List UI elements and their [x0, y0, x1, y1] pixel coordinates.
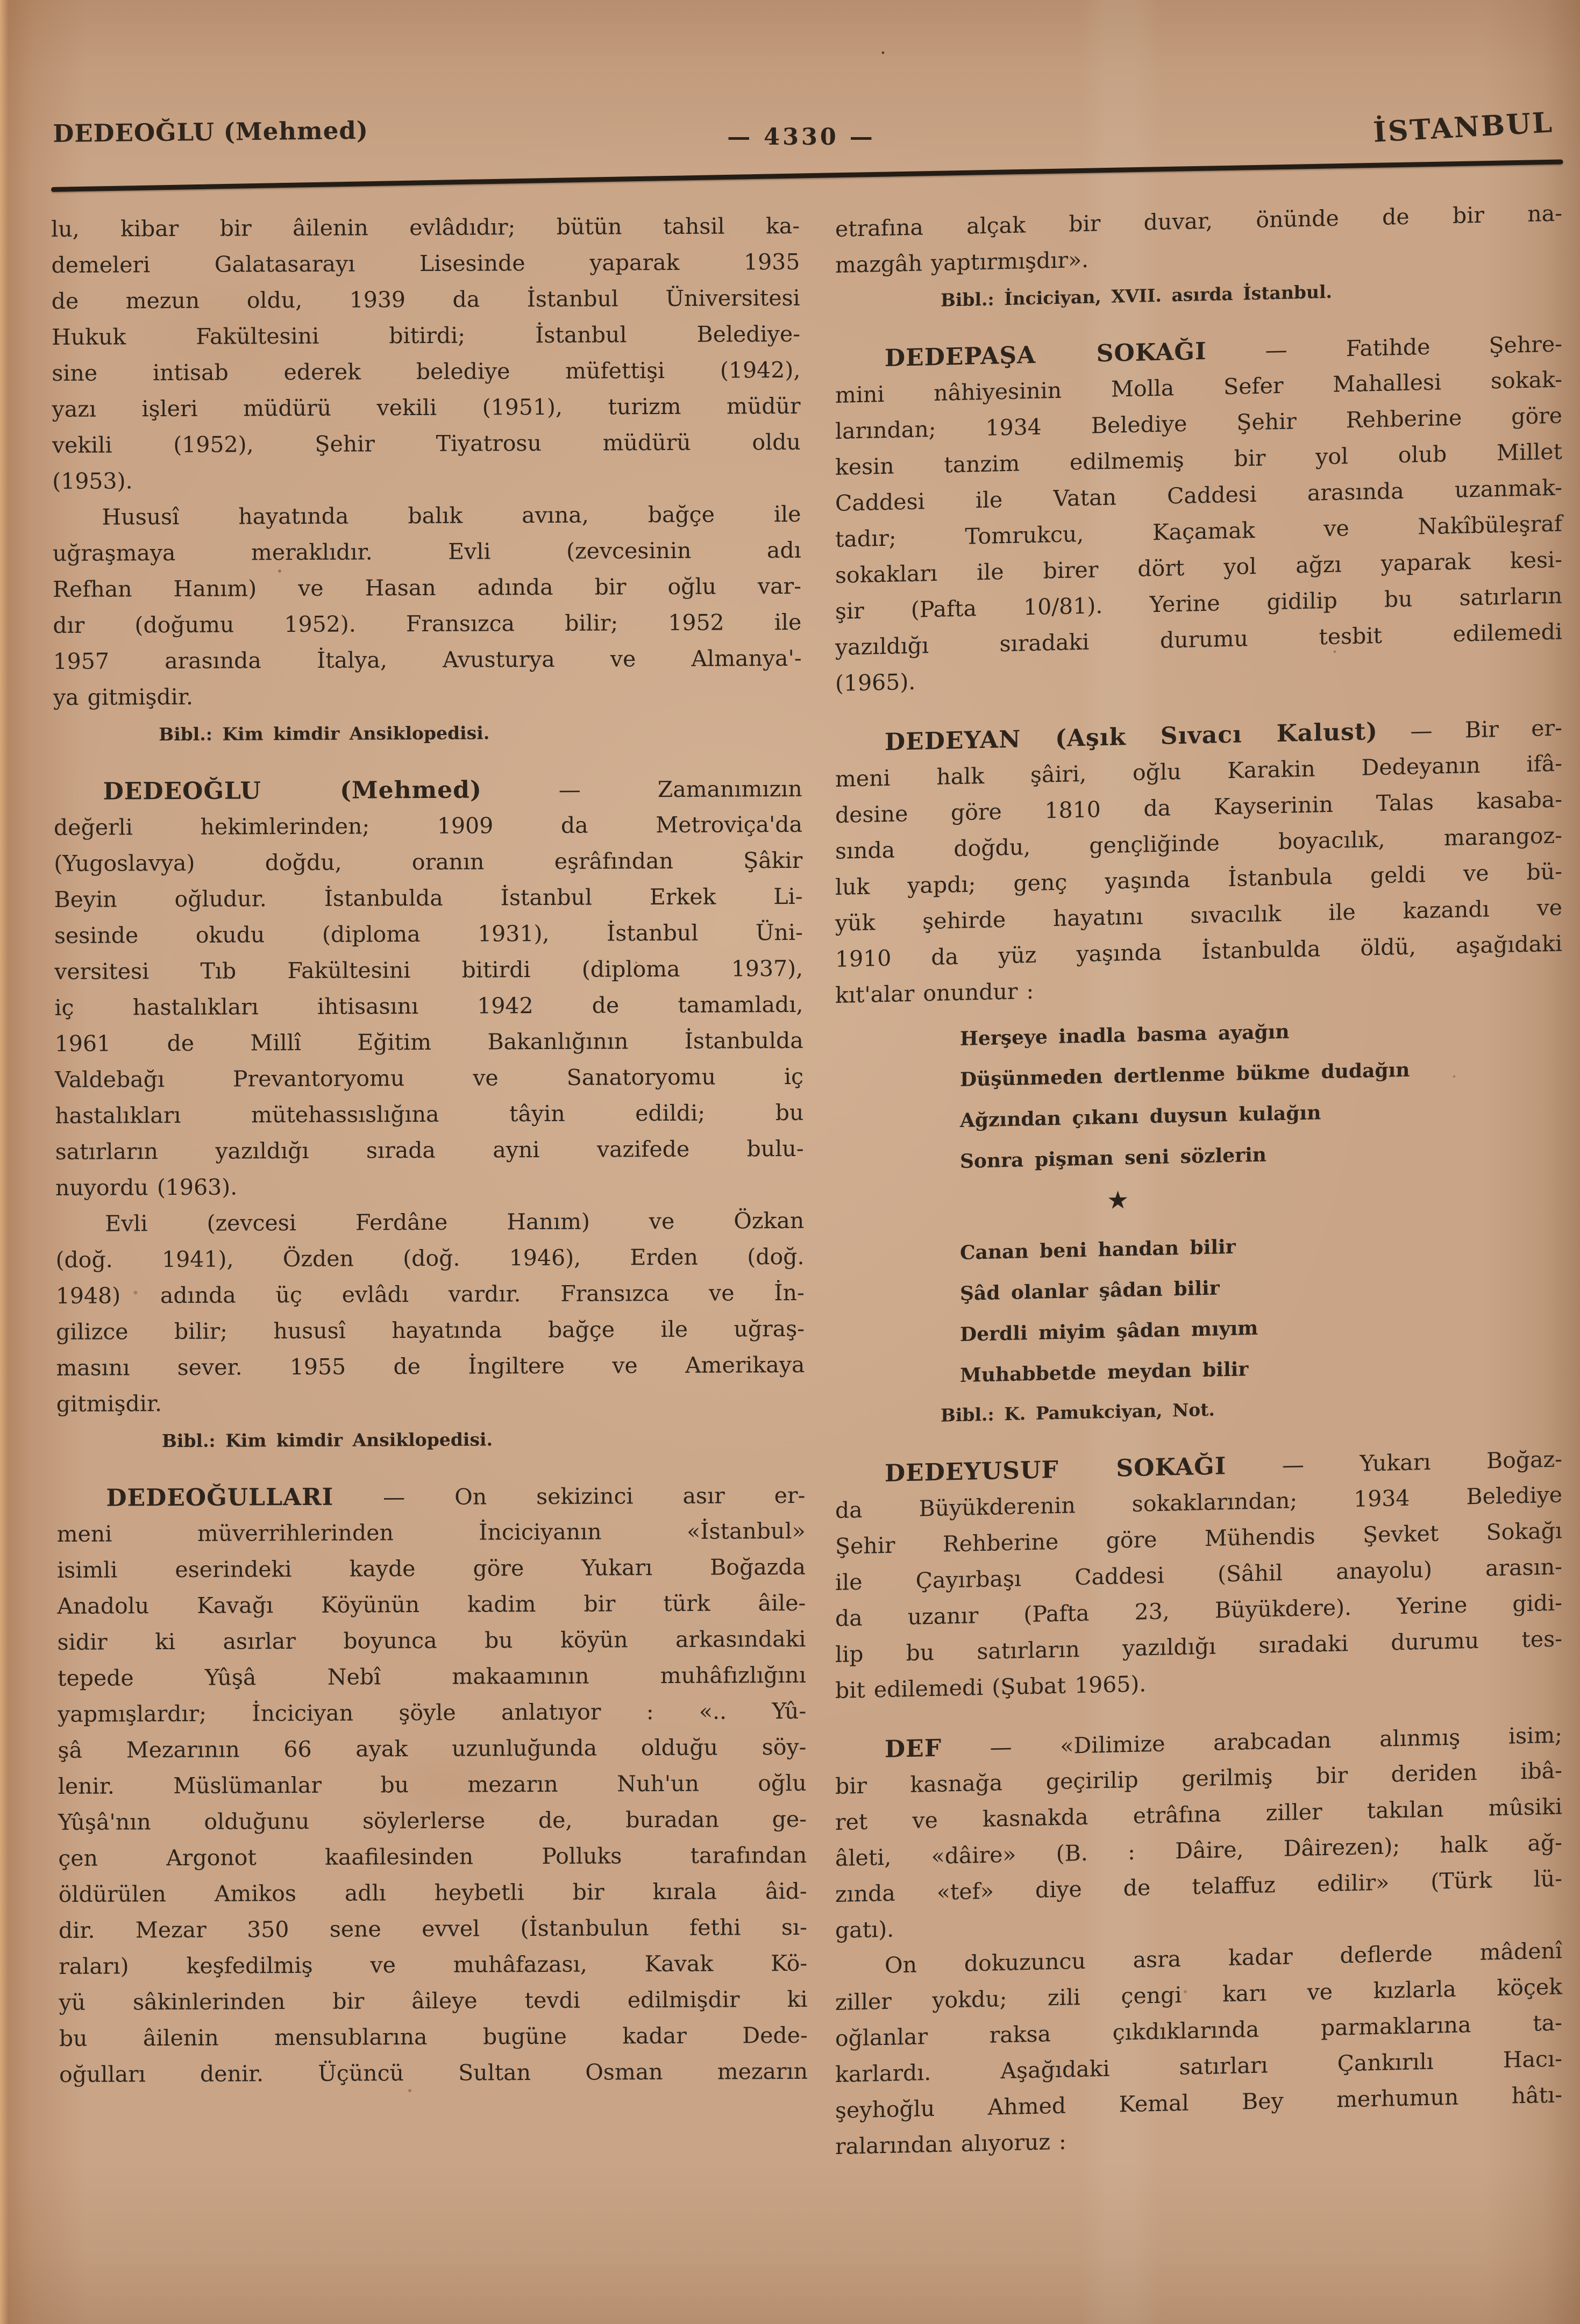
text-line: oğlanlar raksa çıkdıklarında parmaklarına ta- [835, 2009, 1562, 2051]
bibliography-line: Bibl.: İnciciyan, XVII. asırda İstanbul. [941, 281, 1333, 311]
text-line: yazıldığı sıradaki durumu tesbit edilemedi [835, 618, 1562, 660]
text-line: sidir ki asırlar boyunca bu köyün arkasındaki [57, 1626, 806, 1655]
text-line: vekili (1952), Şehir Tiyatrosu müdürü oldu [52, 429, 801, 458]
stanza-separator-star-icon: ★ [1107, 1185, 1129, 1215]
text-line: bu âilenin mensublarına bugüne kadar Dede- [59, 2022, 808, 2051]
text-line: Caddesi ile Vatan Caddesi arasında uzanmak- [835, 474, 1562, 516]
header-rule [51, 159, 1563, 192]
text-line: yü sâkinlerinden bir âileye tevdi edilmişdir ki [59, 1986, 808, 2015]
text-line: Refhan Hanım) ve Hasan adında bir oğlu var- [52, 573, 802, 602]
bibliography-line: Bibl.: Kim kimdir Ansiklopedisi. [159, 722, 490, 745]
bibliography-line: Bibl.: K. Pamukciyan, Not. [941, 1399, 1215, 1426]
text-line: luk yapdı; genç yaşında İstanbula geldi ve bü- [835, 858, 1562, 900]
text-line: âleti, «dâire» (B. : Dâire, Dâirezen); halk ağ- [835, 1829, 1562, 1871]
text-line: demeleri Galatasarayı Lisesinde yaparak 1935 [51, 248, 800, 278]
text-line: Hukuk Fakültesini bitirdi; İstanbul Belediye- [51, 320, 801, 350]
text-line: lip bu satırların yazıldığı sıradaki durumu tes- [835, 1626, 1562, 1667]
text-line: dir. Mezar 350 sene evvel (İstanbulun fethi sı- [58, 1914, 808, 1943]
text-line: karlardı. Aşağıdaki satırları Çankırılı Hacı- [835, 2045, 1562, 2087]
text-line: etrafına alçak bir duvar, önünde de bir na- [835, 200, 1562, 242]
entry-heading: DEF [885, 1734, 942, 1763]
text-line: DEDEYAN (Aşık Sıvacı Kalust) — Bir er- [885, 715, 1563, 756]
text-line: gilizce bilir; hususî hayatında bağçe ile uğraş- [55, 1315, 805, 1345]
entry-paragraph [835, 709, 1562, 1014]
paragraph [835, 1933, 1562, 2165]
text-line: Beyin oğludur. İstanbulda İstanbul Erkek Li- [54, 883, 803, 913]
text-line: zında «tef» diye de telaffuz edilir» (Türk lü- [835, 1865, 1562, 1907]
text-line: nuyordu (1963). [55, 1174, 238, 1201]
text-line: şeyhoğlu Ahmed Kemal Bey merhumun hâtı- [835, 2081, 1562, 2123]
text-line: 1910 da yüz yaşında İstanbulda öldü, aşağıdaki [835, 930, 1562, 972]
poem-line: Muhabbetde meydan bilir [960, 1358, 1249, 1387]
text-line: değerli hekimlerinden; 1909 da Metroviça'da [53, 811, 803, 840]
text-line: sında doğdu, gençliğinde boyacılık, marangoz- [835, 822, 1562, 864]
entry-heading: DEDEYUSUF SOKAĞI [885, 1452, 1227, 1487]
text-line: (1953). [52, 468, 133, 494]
text-line: (Yugoslavya) doğdu, oranın eşrâfından Şâkir [54, 847, 803, 876]
text-line: raları) keşfedilmiş ve muhâfazası, Kavak Kö- [59, 1950, 808, 1979]
text-line: DEF — «Dilimize arabcadan alınmış isim; [885, 1722, 1562, 1763]
text-line: mini nâhiyesinin Molla Sefer Mahallesi sokak- [835, 366, 1562, 408]
text-line: On dokuzuncu asra kadar deflerde mâdenî [885, 1937, 1562, 1978]
text-line: mazgâh yaptırmışdır». [835, 246, 1089, 278]
running-title-right: İSTANBUL [1372, 106, 1555, 149]
text-line: Anadolu Kavağı Köyünün kadim bir türk âile- [57, 1589, 806, 1619]
text-line: gitmişdir. [56, 1391, 162, 1417]
text-line: uğraşmaya meraklıdır. Evli (zevcesinin adı [52, 537, 801, 566]
text-line: bit edilemedi (Şubat 1965). [835, 1671, 1147, 1703]
text-line: Şehir Rehberine göre Mühendis Şevket Sokağı [835, 1517, 1562, 1559]
poem-stanza [835, 1005, 1562, 1185]
text-line: sine intisab ederek belediye müfettişi (1942), [52, 357, 801, 386]
text-line: kesin tanzim edilmemiş bir yol olub Millet [835, 438, 1562, 480]
poem-line: Herşeye inadla basma ayağın [960, 1020, 1290, 1050]
text-line: 1961 de Millî Eğitim Bakanlığının İstanbulda [54, 1027, 803, 1057]
text-line: bir kasnağa geçirilip gerilmiş bir deriden ibâ- [835, 1757, 1562, 1799]
text-line: Valdebağı Prevantoryomu ve Sanatoryomu iç [54, 1063, 804, 1093]
text-line: DEDEOĞULLARI — On sekizinci asır er- [106, 1482, 806, 1512]
text-line: sokakları ile birer dört yol ağzı yaparak kesi- [835, 546, 1562, 588]
poem-line: Ağzından çıkanı duysun kulağın [960, 1101, 1321, 1132]
text-line: ile Çayırbaşı Caddesi (Sâhil anayolu) arasın- [835, 1553, 1562, 1595]
text-line: DEDEOĞLU (Mehmed) — Zamanımızın [103, 775, 802, 805]
text-line: da uzanır (Pafta 23, Büyükdere). Yerine gidi- [835, 1589, 1562, 1631]
poem-stanza [835, 1219, 1562, 1399]
entry-paragraph [56, 1477, 808, 2093]
poem-line: Derdli miyim şâdan mıyım [960, 1316, 1258, 1346]
text-line: Evli (zevcesi Ferdâne Hanım) ve Özkan [105, 1207, 805, 1237]
entry-paragraph [835, 1441, 1562, 1709]
text-line: şir (Pafta 10/81). Yerine gidilip bu satırların [835, 582, 1562, 624]
text-line: masını sever. 1955 de İngiltere ve Amerikaya [56, 1351, 805, 1381]
entry-heading: DEDEPAŞA SOKAĞI [885, 337, 1207, 372]
text-line: gatı). [835, 1916, 894, 1943]
poem-line: Düşünmeden dertlenme bükme dudağın [960, 1058, 1410, 1091]
poem-line: Canan beni handan bilir [960, 1235, 1236, 1264]
text-line: da Büyükderenin sokaklarından; 1934 Belediye [835, 1481, 1562, 1523]
page-number: — 4330 — [727, 124, 876, 151]
text-line: çen Argonot kaafilesinden Polluks tarafından [58, 1842, 807, 1871]
text-line: ret ve kasnakda etrâfına ziller takılan mûsiki [835, 1793, 1562, 1835]
paragraph [51, 208, 801, 500]
text-line: sesinde okudu (diploma 1931), İstanbul Üni- [54, 919, 803, 949]
text-line: yapmışlardır; İnciciyan şöyle anlatıyor : «.. Yû- [58, 1698, 807, 1727]
text-line: lu, kibar bir âilenin evlâdıdır; bütün tahsil ka- [51, 212, 800, 242]
text-line: larından; 1934 Belediye Şehir Rehberine göre [835, 402, 1562, 444]
entry-paragraph [54, 771, 804, 1206]
text-line: tepede Yûşâ Nebî makaamının muhâfızlığını [57, 1662, 806, 1691]
paragraph [52, 496, 802, 716]
entry-heading: DEDEOĞLU (Mehmed) [103, 776, 482, 805]
text-line: yük şehirde hayatını sıvacılık ile kazandı ve [835, 894, 1562, 936]
text-line: isimli eserindeki kayde göre Yukarı Boğazda [56, 1553, 806, 1583]
poem-line: Sonra pişman seni sözlerin [960, 1143, 1266, 1173]
bibliography-line: Bibl.: Kim kimdir Ansiklopedisi. [161, 1429, 493, 1452]
poem-line: Şâd olanlar şâdan bilir [960, 1277, 1220, 1305]
left-column [51, 208, 808, 2093]
paragraph [835, 195, 1562, 283]
text-line: meni halk şâiri, oğlu Karakin Dedeyanın ifâ- [835, 750, 1562, 792]
entry-heading: DEDEYAN (Aşık Sıvacı Kalust) [885, 717, 1378, 756]
text-line: tadır; Tomrukcu, Kaçamak ve Nakîbüleşraf [835, 510, 1562, 552]
entry-paragraph [835, 1716, 1562, 1949]
text-line: 1957 arasında İtalya, Avusturya ve Almanya'- [53, 645, 802, 674]
text-line: oğulları denir. Üçüncü Sultan Osman mezarın [59, 2058, 808, 2087]
text-line: Hususî hayatında balık avına, bağçe ile [102, 501, 801, 530]
text-line: ralarından alıyoruz : [835, 2128, 1066, 2159]
running-title-left: DEDEOĞLU (Mehmed) [53, 116, 369, 148]
text-line: (1965). [835, 668, 916, 696]
entry-paragraph [835, 325, 1562, 702]
text-line: meni müverrihlerinden İnciciyanın «İstanbul» [56, 1517, 806, 1547]
right-column [835, 195, 1562, 2165]
text-line: ziller yokdu; zili çengi karı ve kızlarla köçek [835, 1973, 1562, 2015]
text-line: öldürülen Amikos adlı heybetli bir kırala âid- [58, 1878, 807, 1907]
text-line: DEDEPAŞA SOKAĞI — Fatihde Şehre- [885, 331, 1562, 372]
text-line: versitesi Tıb Fakültesini bitirdi (diploma 1937), [54, 955, 803, 985]
text-line: yazı işleri müdürü vekili (1951), turizm müdür [52, 393, 801, 422]
text-line: DEDEYUSUF SOKAĞI — Yukarı Boğaz- [885, 1446, 1562, 1487]
entry-heading: DEDEOĞULLARI [106, 1483, 334, 1512]
text-line: satırların yazıldığı sırada ayni vazifede bulu- [55, 1135, 804, 1165]
paragraph [55, 1203, 805, 1422]
text-line: hastalıkları mütehassıslığına tâyin edildi; bu [55, 1099, 804, 1129]
text-line: ya gitmişdir. [53, 683, 194, 710]
text-line: de mezun oldu, 1939 da İstanbul Üniversitesi [51, 284, 800, 314]
text-line: lenir. Müslümanlar bu mezarın Nuh'un oğlu [58, 1770, 807, 1799]
text-line: kıt'alar onundur : [835, 978, 1034, 1008]
text-line: iç hastalıkları ihtisasını 1942 de tamamladı, [54, 991, 803, 1021]
text-line: dır (doğumu 1952). Fransızca bilir; 1952 ile [53, 609, 802, 638]
text-line: şâ Mezarının 66 ayak uzunluğunda olduğu söy- [58, 1734, 807, 1763]
text-line: 1948) adında üç evlâdı vardır. Fransızca ve İn- [55, 1279, 805, 1309]
text-line: Yûşâ'nın olduğunu söylerlerse de, buradan ge- [58, 1806, 807, 1835]
text-line: desine göre 1810 da Kayserinin Talas kasaba- [835, 786, 1562, 828]
text-line: (doğ. 1941), Özden (doğ. 1946), Erden (doğ. [55, 1243, 805, 1273]
